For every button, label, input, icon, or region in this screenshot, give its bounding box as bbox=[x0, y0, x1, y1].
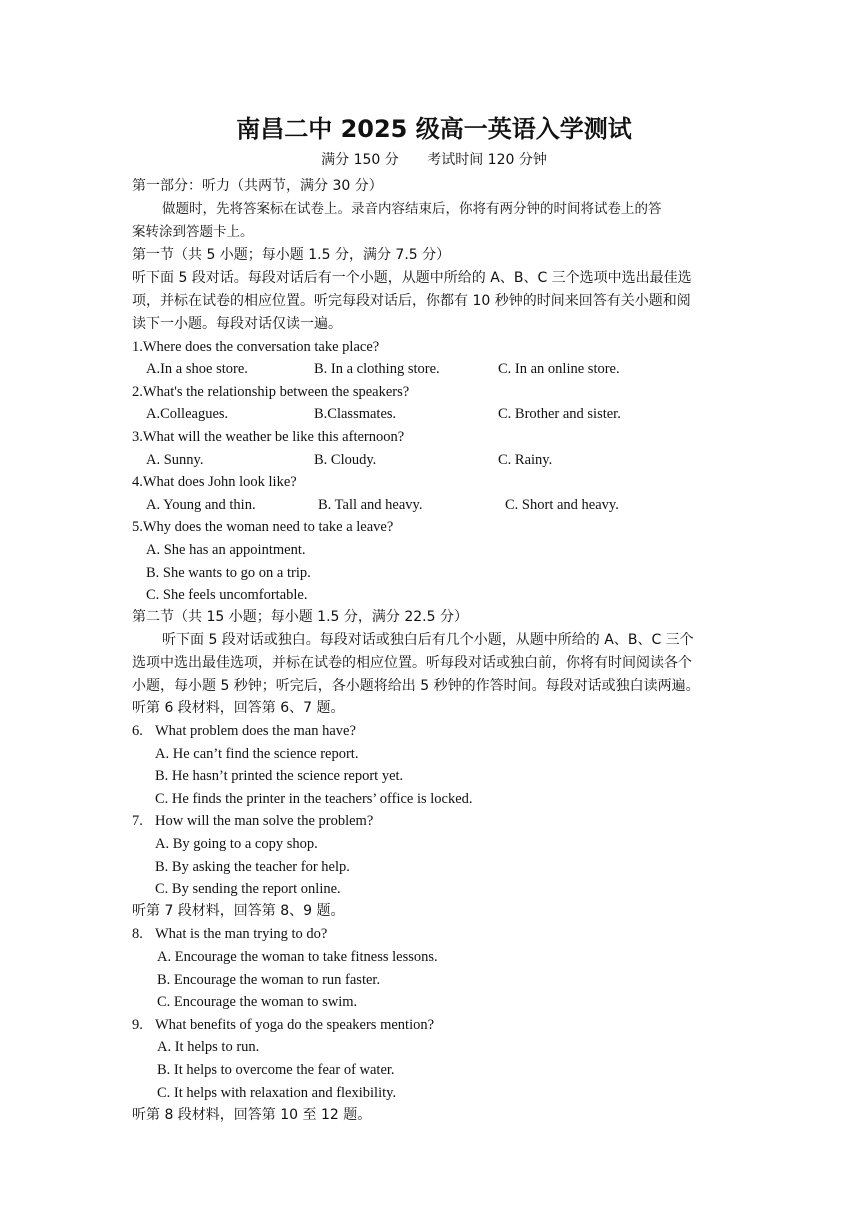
question-7-stem: How will the man solve the problem? bbox=[155, 813, 374, 829]
question-6-option-a: A. He can’t find the science report. bbox=[155, 746, 359, 762]
question-1-option-b: B. In a clothing store. bbox=[314, 361, 440, 377]
question-2-option-c: C. Brother and sister. bbox=[498, 406, 621, 422]
question-4-option-b: B. Tall and heavy. bbox=[318, 497, 423, 513]
section2-instruction-line1: 听下面 5 段对话或独白。每段对话或独白后有几个小题，从题中所给的 A、B、C 三个 bbox=[162, 632, 694, 648]
material-8-heading: 听第 8 段材料，回答第 10 至 12 题。 bbox=[132, 1107, 372, 1123]
part1-instruction-line2: 案转涂到答题卡上。 bbox=[132, 224, 254, 240]
question-9-option-b: B. It helps to overcome the fear of water. bbox=[157, 1062, 395, 1078]
question-2-option-a: A.Colleagues. bbox=[146, 406, 229, 422]
question-5-option-a: A. She has an appointment. bbox=[146, 542, 306, 558]
question-1-stem: 1.Where does the conversation take place? bbox=[132, 339, 380, 355]
question-6-option-c: C. He finds the printer in the teachers’ office is locked. bbox=[155, 791, 473, 807]
question-6-number: 6. bbox=[132, 723, 143, 739]
section2-instruction-line3: 小题，每小题 5 秒钟；听完后，各小题将给出 5 秒钟的作答时间。每段对话或独白读两遍。 bbox=[132, 678, 700, 694]
question-3-option-a: A. Sunny. bbox=[146, 452, 204, 468]
section1-instruction-line3: 读下一小题。每段对话仅读一遍。 bbox=[132, 316, 342, 332]
question-8-option-b: B. Encourage the woman to run faster. bbox=[157, 972, 381, 988]
question-3-stem: 3.What will the weather be like this afternoon? bbox=[132, 429, 405, 445]
question-8-number: 8. bbox=[132, 926, 143, 942]
question-4-option-a: A. Young and thin. bbox=[146, 497, 256, 513]
question-2-option-b: B.Classmates. bbox=[314, 406, 397, 422]
question-8-stem: What is the man trying to do? bbox=[155, 926, 328, 942]
question-5-option-b: B. She wants to go on a trip. bbox=[146, 565, 311, 581]
question-8-option-a: A. Encourage the woman to take fitness lessons. bbox=[157, 949, 438, 965]
question-7-option-a: A. By going to a copy shop. bbox=[155, 836, 318, 852]
question-6-stem: What problem does the man have? bbox=[155, 723, 356, 739]
material-6-heading: 听第 6 段材料，回答第 6、7 题。 bbox=[132, 700, 345, 716]
question-9-stem: What benefits of yoga do the speakers mention? bbox=[155, 1017, 435, 1033]
question-7-option-c: C. By sending the report online. bbox=[155, 881, 341, 897]
question-1-option-a: A.In a shoe store. bbox=[146, 361, 248, 377]
question-4-option-c: C. Short and heavy. bbox=[505, 497, 619, 513]
section1-instruction-line2: 项，并标在试卷的相应位置。听完每段对话后，你都有 10 秒钟的时间来回答有关小题和阅 bbox=[132, 293, 691, 309]
question-1-option-c: C. In an online store. bbox=[498, 361, 620, 377]
question-2-stem: 2.What's the relationship between the speakers? bbox=[132, 384, 410, 400]
full-marks: 满分 150 分 bbox=[321, 152, 399, 168]
part1-heading: 第一部分：听力（共两节，满分 30 分） bbox=[132, 178, 383, 194]
question-3-option-c: C. Rainy. bbox=[498, 452, 553, 468]
question-9-number: 9. bbox=[132, 1017, 143, 1033]
exam-title: 南昌二中 2025 级高一英语入学测试 bbox=[236, 115, 632, 143]
question-4-stem: 4.What does John look like? bbox=[132, 474, 297, 490]
question-5-option-c: C. She feels uncomfortable. bbox=[146, 587, 308, 603]
question-7-number: 7. bbox=[132, 813, 143, 829]
section2-heading: 第二节（共 15 小题；每小题 1.5 分，满分 22.5 分） bbox=[132, 609, 468, 625]
section2-instruction-line2: 选项中选出最佳选项，并标在试卷的相应位置。听每段对话或独白前，你将有时间阅读各个 bbox=[132, 655, 692, 671]
question-9-option-a: A. It helps to run. bbox=[157, 1039, 260, 1055]
exam-time: 考试时间 120 分钟 bbox=[427, 152, 547, 168]
question-8-option-c: C. Encourage the woman to swim. bbox=[157, 994, 358, 1010]
question-7-option-b: B. By asking the teacher for help. bbox=[155, 859, 350, 875]
section1-instruction-line1: 听下面 5 段对话。每段对话后有一个小题，从题中所给的 A、B、C 三个选项中选出最佳选 bbox=[132, 270, 692, 286]
section1-heading: 第一节（共 5 小题；每小题 1.5 分，满分 7.5 分） bbox=[132, 247, 451, 263]
question-3-option-b: B. Cloudy. bbox=[314, 452, 377, 468]
exam-subtitle bbox=[0, 150, 868, 170]
question-6-option-b: B. He hasn’t printed the science report yet. bbox=[155, 768, 404, 784]
part1-instruction-line1: 做题时，先将答案标在试卷上。录音内容结束后，你将有两分钟的时间将试卷上的答 bbox=[162, 201, 662, 217]
question-9-option-c: C. It helps with relaxation and flexibility. bbox=[157, 1085, 397, 1101]
question-5-stem: 5.Why does the woman need to take a leave? bbox=[132, 519, 394, 535]
material-7-heading: 听第 7 段材料，回答第 8、9 题。 bbox=[132, 903, 345, 919]
